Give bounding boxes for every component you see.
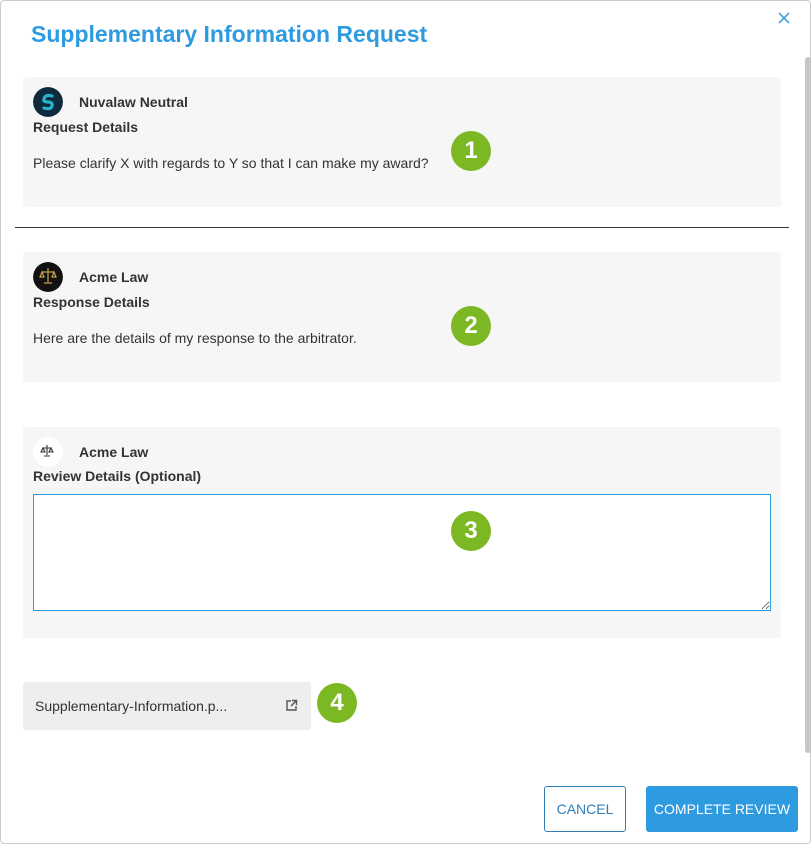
nuvalaw-logo-icon: [33, 87, 63, 117]
request-card: [23, 77, 781, 207]
step-badge-4: 4: [317, 683, 357, 723]
review-details-input[interactable]: [33, 494, 771, 611]
cancel-button[interactable]: CANCEL: [544, 786, 626, 832]
acme-law-logo-icon: [33, 262, 63, 292]
response-details-label: Response Details: [33, 294, 150, 310]
external-link-icon[interactable]: [285, 699, 298, 712]
response-card: [23, 252, 781, 382]
close-icon[interactable]: [775, 9, 793, 27]
response-author: Acme Law: [79, 269, 149, 285]
step-badge-2: 2: [451, 306, 491, 346]
attachment-filename: Supplementary-Information.p...: [35, 698, 228, 714]
complete-review-button[interactable]: COMPLETE REVIEW: [646, 786, 798, 832]
review-author: Acme Law: [79, 444, 149, 460]
nuvalaw-avatar: [33, 87, 63, 117]
step-badge-1: 1: [451, 131, 491, 171]
step-badge-3: 3: [451, 511, 491, 551]
scrollbar[interactable]: [805, 57, 811, 753]
divider: [15, 227, 789, 228]
request-author: Nuvalaw Neutral: [79, 94, 188, 110]
request-details-label: Request Details: [33, 119, 139, 135]
review-details-label: Review Details (Optional): [33, 468, 202, 484]
acme-law-logo-light-icon: [33, 437, 63, 467]
acme-law-avatar-light: [33, 437, 63, 467]
request-text: Please clarify X with regards to Y so that I can make my award?: [33, 155, 429, 171]
review-card: [23, 427, 781, 638]
acme-law-avatar: [33, 262, 63, 292]
response-text: Here are the details of my response to the arbitrator.: [33, 330, 357, 346]
attachment-file[interactable]: [23, 682, 311, 730]
modal-title: Supplementary Information Request: [31, 21, 428, 47]
